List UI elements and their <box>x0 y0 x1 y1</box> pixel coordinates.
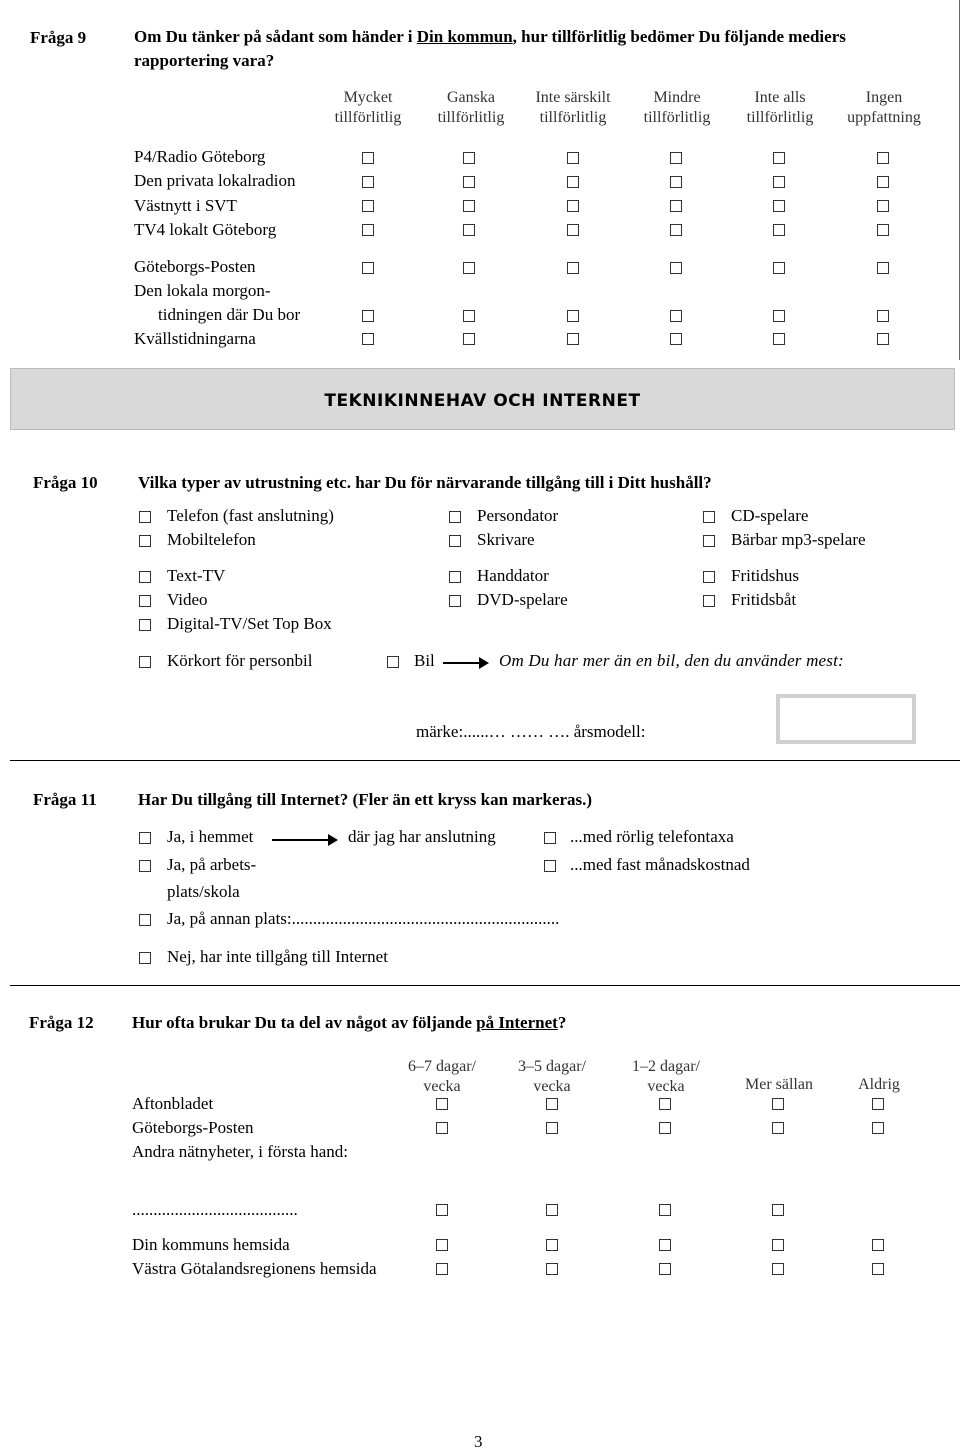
option-label: Bärbar mp3-spelare <box>731 530 866 549</box>
checkbox-dvd-spelare[interactable] <box>449 595 461 607</box>
arrow-icon <box>272 839 336 841</box>
option-label: Bil <box>414 651 435 670</box>
q12-checkbox[interactable] <box>659 1239 671 1251</box>
q9-checkbox[interactable] <box>877 262 889 274</box>
checkbox-video[interactable] <box>139 595 151 607</box>
q9-col-header-4: Mindre tillförlitlig <box>643 89 711 126</box>
q12-checkbox[interactable] <box>772 1239 784 1251</box>
q9-checkbox[interactable] <box>567 224 579 236</box>
checkbox-bil[interactable] <box>387 656 399 668</box>
q9-col-header-2: Ganska tillförlitlig <box>437 89 505 126</box>
option-label: plats/skola <box>167 882 240 901</box>
q12-checkbox[interactable] <box>872 1263 884 1275</box>
option-label: DVD-spelare <box>477 590 568 609</box>
option-label: Ja, på annan plats:............................................................... <box>167 909 560 928</box>
q12-checkbox[interactable] <box>436 1122 448 1134</box>
q12-checkbox[interactable] <box>872 1239 884 1251</box>
q9-checkbox[interactable] <box>877 152 889 164</box>
q12-checkbox[interactable] <box>436 1263 448 1275</box>
divider <box>10 985 960 986</box>
option-label: ...med fast månadskostnad <box>570 855 750 874</box>
checkbox-persondator[interactable] <box>449 511 461 523</box>
checkbox-rorlig-taxa[interactable] <box>544 832 556 844</box>
q9-checkbox[interactable] <box>773 333 785 345</box>
arrow-icon <box>443 662 487 664</box>
car-model-line: märke:......… …… …. årsmodell: <box>416 722 646 741</box>
q12-row-label: Andra nätnyheter, i första hand: <box>132 1142 348 1161</box>
q9-row-label: Göteborgs-Posten <box>134 257 256 276</box>
q12-checkbox[interactable] <box>772 1204 784 1216</box>
q9-checkbox[interactable] <box>670 224 682 236</box>
option-label: Fritidsbåt <box>731 590 797 609</box>
q12-checkbox[interactable] <box>659 1122 671 1134</box>
option-label: Nej, har inte tillgång till Internet <box>167 947 388 966</box>
q12-checkbox[interactable] <box>546 1098 558 1110</box>
q12-checkbox[interactable] <box>436 1204 448 1216</box>
q9-checkbox[interactable] <box>362 176 374 188</box>
q9-checkbox[interactable] <box>463 176 475 188</box>
q9-checkbox[interactable] <box>670 176 682 188</box>
q12-checkbox[interactable] <box>546 1204 558 1216</box>
q9-checkbox[interactable] <box>463 310 475 322</box>
option-label: Skrivare <box>477 530 535 549</box>
option-label: CD-spelare <box>731 506 809 525</box>
q9-checkbox[interactable] <box>567 262 579 274</box>
q11-label: Fråga 11 <box>33 790 97 809</box>
page-number: 3 <box>474 1432 483 1451</box>
q9-question: Om Du tänker på sådant som händer i Din kommun, hur tillförlitlig bedömer Du följande mediers rapportering vara? <box>134 27 846 70</box>
section-banner-title: TEKNIKINNEHAV OCH INTERNET <box>324 391 641 411</box>
checkbox-internet-nej[interactable] <box>139 952 151 964</box>
q12-label: Fråga 12 <box>29 1013 94 1032</box>
divider <box>10 760 960 761</box>
q9-checkbox[interactable] <box>567 200 579 212</box>
q10-question: Vilka typer av utrustning etc. har Du för närvarande tillgång till i Ditt hushåll? <box>138 473 712 492</box>
q9-checkbox[interactable] <box>773 310 785 322</box>
q9-checkbox[interactable] <box>463 224 475 236</box>
q9-checkbox[interactable] <box>567 152 579 164</box>
option-label: Video <box>167 590 208 609</box>
checkbox-korkort[interactable] <box>139 656 151 668</box>
q12-checkbox[interactable] <box>872 1098 884 1110</box>
checkbox-fritidsbat[interactable] <box>703 595 715 607</box>
q12-checkbox[interactable] <box>546 1263 558 1275</box>
checkbox-internet-annan[interactable] <box>139 914 151 926</box>
q9-checkbox[interactable] <box>463 200 475 212</box>
bil-note: Om Du har mer än en bil, den du använder mest: <box>499 651 844 670</box>
q9-checkbox[interactable] <box>567 176 579 188</box>
q12-col-header-1: 6–7 dagar/ vecka <box>408 1058 476 1095</box>
q9-checkbox[interactable] <box>670 200 682 212</box>
option-label: Telefon (fast anslutning) <box>167 506 334 525</box>
q10-label: Fråga 10 <box>33 473 98 492</box>
q9-row-label: Kvällstidningarna <box>134 329 256 348</box>
checkbox-telefon[interactable] <box>139 511 151 523</box>
checkbox-internet-hemmet[interactable] <box>139 832 151 844</box>
q9-checkbox[interactable] <box>773 152 785 164</box>
q12-checkbox[interactable] <box>772 1098 784 1110</box>
q12-col-header-5: Aldrig <box>858 1076 900 1093</box>
q9-checkbox[interactable] <box>773 176 785 188</box>
checkbox-text-tv[interactable] <box>139 571 151 583</box>
section-banner <box>10 368 955 430</box>
q9-checkbox[interactable] <box>362 200 374 212</box>
q9-col-header-1: Mycket tillförlitlig <box>334 89 402 126</box>
q9-checkbox[interactable] <box>362 333 374 345</box>
q9-row-label: Den lokala morgon- <box>134 281 271 300</box>
checkbox-fast-kostnad[interactable] <box>544 860 556 872</box>
option-label: Fritidshus <box>731 566 800 585</box>
q12-checkbox[interactable] <box>772 1122 784 1134</box>
q9-checkbox[interactable] <box>877 310 889 322</box>
q9-checkbox[interactable] <box>670 262 682 274</box>
q9-checkbox[interactable] <box>773 224 785 236</box>
q9-checkbox[interactable] <box>670 152 682 164</box>
checkbox-handdator[interactable] <box>449 571 461 583</box>
q9-checkbox[interactable] <box>773 200 785 212</box>
checkbox-skrivare[interactable] <box>449 535 461 547</box>
checkbox-cd-spelare[interactable] <box>703 511 715 523</box>
q12-col-header-4: Mer sällan <box>745 1076 813 1093</box>
q12-col-header-3: 1–2 dagar/ vecka <box>632 1058 700 1095</box>
q12-checkbox[interactable] <box>436 1239 448 1251</box>
connection-label: där jag har anslutning <box>348 827 496 846</box>
checkbox-digital-tv[interactable] <box>139 619 151 631</box>
q12-row-label: ....................................... <box>132 1200 298 1219</box>
q9-checkbox[interactable] <box>670 310 682 322</box>
q9-checkbox[interactable] <box>362 262 374 274</box>
option-label: Mobiltelefon <box>167 530 256 549</box>
q9-checkbox[interactable] <box>463 152 475 164</box>
option-label: Text-TV <box>167 566 226 585</box>
q12-checkbox[interactable] <box>659 1263 671 1275</box>
checkbox-fritidshus[interactable] <box>703 571 715 583</box>
checkbox-mp3-spelare[interactable] <box>703 535 715 547</box>
option-label: Persondator <box>477 506 559 525</box>
q12-row-label: Västra Götalandsregionens hemsida <box>132 1259 377 1278</box>
q9-checkbox[interactable] <box>877 176 889 188</box>
q9-checkbox[interactable] <box>567 310 579 322</box>
q9-col-header-5: Inte alls tillförlitlig <box>746 89 814 126</box>
q12-checkbox[interactable] <box>872 1122 884 1134</box>
q9-checkbox[interactable] <box>362 224 374 236</box>
q9-row-label: P4/Radio Göteborg <box>134 147 266 166</box>
q9-checkbox[interactable] <box>877 200 889 212</box>
q12-checkbox[interactable] <box>436 1098 448 1110</box>
option-label: Ja, på arbets- <box>167 855 257 874</box>
q12-checkbox[interactable] <box>546 1122 558 1134</box>
q9-checkbox[interactable] <box>877 333 889 345</box>
checkbox-internet-arbete[interactable] <box>139 860 151 872</box>
q9-row-label: Den privata lokalradion <box>134 171 296 190</box>
checkbox-mobiltelefon[interactable] <box>139 535 151 547</box>
q9-checkbox[interactable] <box>362 310 374 322</box>
q12-row-label: Göteborgs-Posten <box>132 1118 254 1137</box>
option-label: Körkort för personbil <box>167 651 313 670</box>
q9-row-label: Västnytt i SVT <box>134 196 237 215</box>
q9-col-header-3: Inte särskilt tillförlitlig <box>535 89 611 126</box>
q9-checkbox[interactable] <box>877 224 889 236</box>
q9-checkbox[interactable] <box>670 333 682 345</box>
q12-checkbox[interactable] <box>659 1204 671 1216</box>
q11-question: Har Du tillgång till Internet? (Fler än ett kryss kan markeras.) <box>138 790 593 809</box>
year-model-input[interactable] <box>776 694 916 744</box>
q9-row-label: tidningen där Du bor <box>158 305 301 324</box>
option-label: ...med rörlig telefontaxa <box>570 827 734 846</box>
q12-question: Hur ofta brukar Du ta del av något av följande på Internet? <box>132 1013 567 1032</box>
q12-checkbox[interactable] <box>772 1263 784 1275</box>
q12-col-header-2: 3–5 dagar/ vecka <box>518 1058 586 1095</box>
q12-row-label: Din kommuns hemsida <box>132 1235 290 1254</box>
option-label: Handdator <box>477 566 549 585</box>
q12-checkbox[interactable] <box>659 1098 671 1110</box>
q9-checkbox[interactable] <box>463 262 475 274</box>
q9-col-header-6: Ingen uppfattning <box>847 89 921 126</box>
q9-checkbox[interactable] <box>773 262 785 274</box>
q9-checkbox[interactable] <box>362 152 374 164</box>
q12-row-label: Aftonbladet <box>132 1094 214 1113</box>
option-label: Digital-TV/Set Top Box <box>167 614 332 633</box>
q9-label: Fråga 9 <box>30 28 87 47</box>
option-label: Ja, i hemmet <box>167 827 254 846</box>
q9-checkbox[interactable] <box>567 333 579 345</box>
q9-row-label: TV4 lokalt Göteborg <box>134 220 277 239</box>
q12-checkbox[interactable] <box>546 1239 558 1251</box>
q9-checkbox[interactable] <box>463 333 475 345</box>
